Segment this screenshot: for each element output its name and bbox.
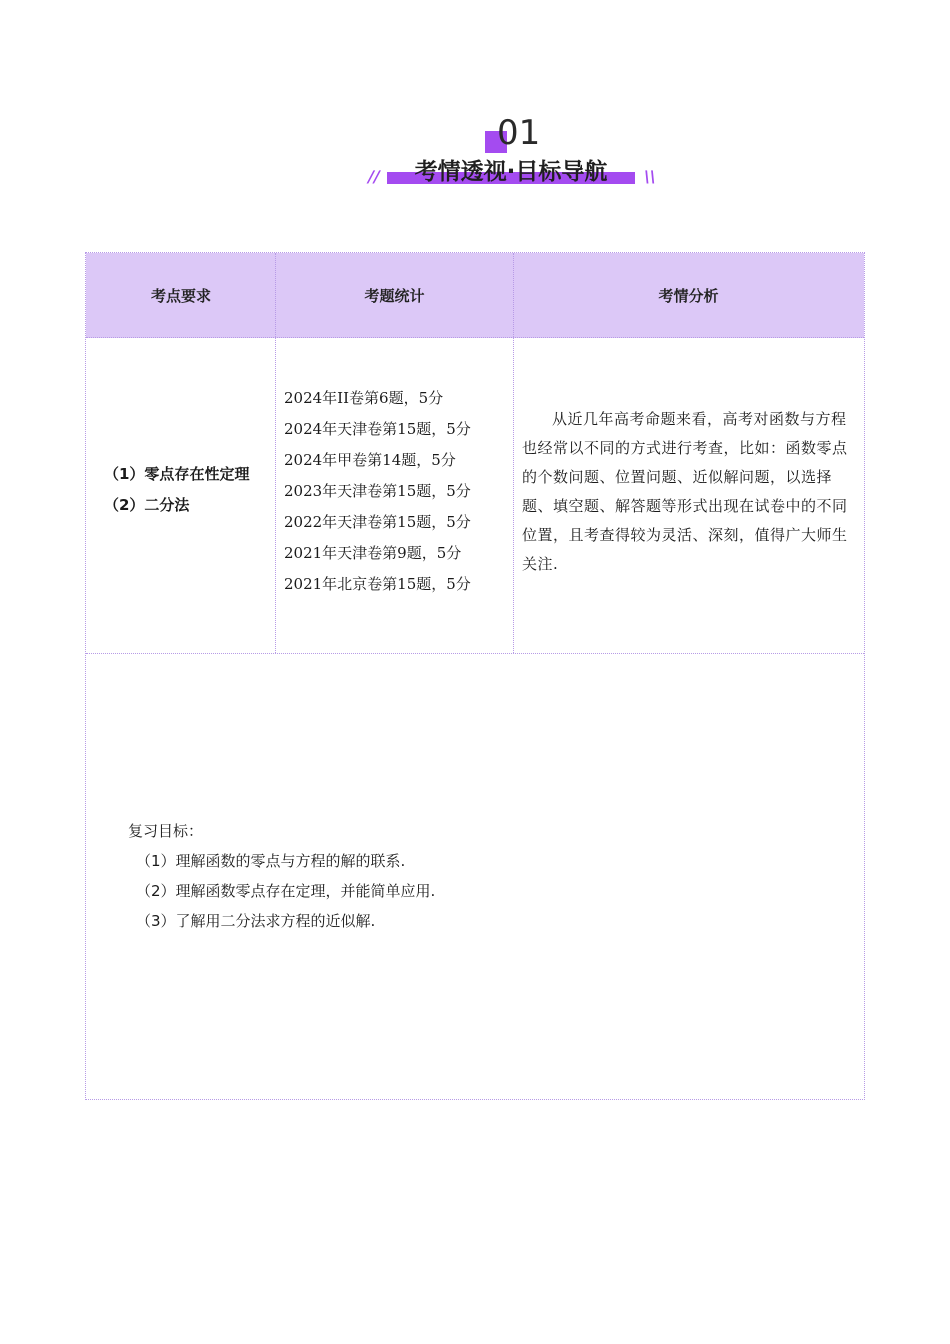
review-goal-item: （1）理解函数的零点与方程的解的联系. (136, 852, 406, 870)
statistics-cell (284, 383, 471, 600)
statistic-item: 2024年甲卷第14题，5分 (284, 451, 456, 469)
section-title: 考情透视·目标导航 (414, 159, 608, 185)
column-header-requirements: 考点要求 (150, 286, 211, 305)
section-number (485, 113, 545, 153)
statistic-item: 2024年天津卷第15题，5分 (284, 420, 471, 438)
column-header-statistics: 考题统计 (364, 286, 425, 305)
review-goal-item: （2）理解函数零点存在定理，并能简单应用. (136, 882, 436, 900)
left-slash-decoration: // (365, 167, 382, 186)
statistic-item: 2021年北京卷第15题，5分 (284, 575, 471, 593)
review-goals-title: 复习目标： (128, 822, 204, 840)
table-header-row (86, 253, 864, 338)
review-goals (128, 816, 435, 936)
table-body-row (86, 337, 864, 654)
requirement-item: （1）零点存在性定理 (104, 465, 250, 483)
analysis-cell: 从近几年高考命题来看，高考对函数与方程也经常以不同的方式进行考查，比如：函数零点的个数问题、位置问题、近似解问题，以选择题、填空题、解答题等形式出现在试卷中的不同位置，且考查得较为灵活、深刻，值得广大师生关注. (522, 410, 848, 573)
requirements-cell (104, 459, 249, 521)
section-number-text: 01 (497, 113, 541, 153)
exam-analysis-table (85, 252, 865, 1100)
right-slash-decoration: \\ (641, 167, 658, 186)
statistic-item: 2023年天津卷第15题，5分 (284, 482, 471, 500)
statistic-item: 2021年天津卷第9题，5分 (284, 544, 462, 562)
review-goal-item: （3）了解用二分法求方程的近似解. (136, 912, 376, 930)
section-header (0, 105, 950, 205)
requirement-item: （2）二分法 (104, 496, 190, 514)
statistic-item: 2022年天津卷第15题，5分 (284, 513, 471, 531)
column-header-analysis: 考情分析 (658, 286, 719, 305)
statistic-item: 2024年II卷第6题，5分 (284, 389, 444, 407)
